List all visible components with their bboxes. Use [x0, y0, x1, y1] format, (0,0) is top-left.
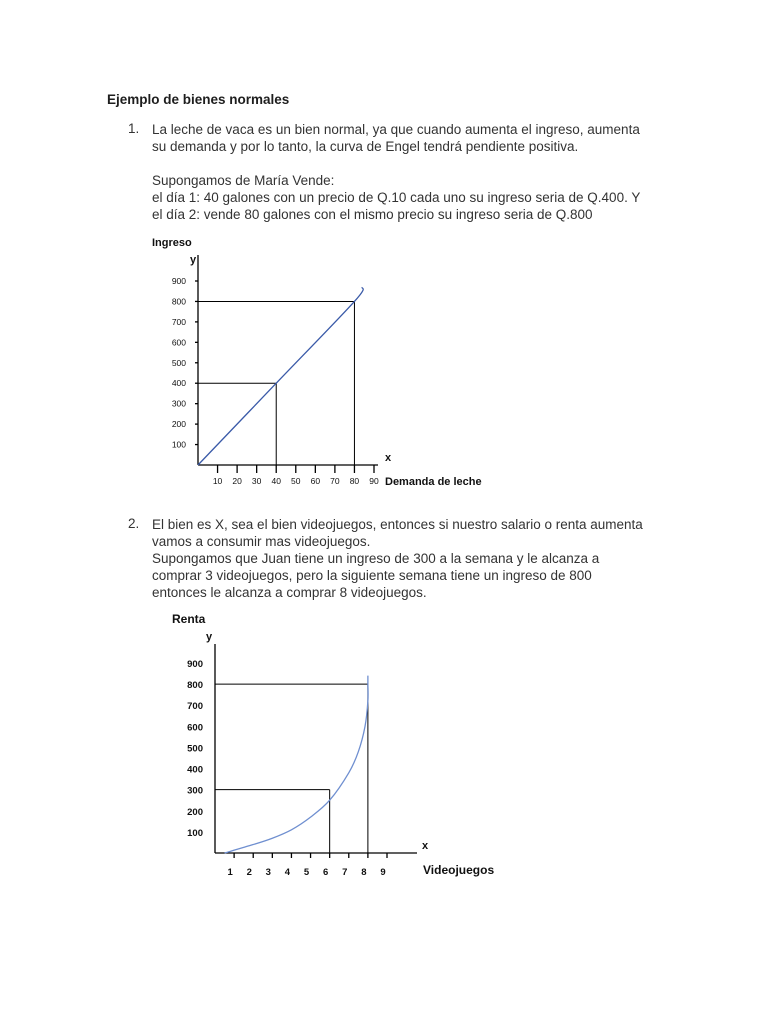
x-tick-label: 70	[330, 476, 340, 486]
paragraph-line: Supongamos de María Vende:	[152, 173, 335, 188]
paragraph-line: vamos a consumir mas videojuegos.	[152, 534, 371, 549]
x-axis-label: Demanda de leche	[385, 476, 482, 488]
paragraph-line: su demanda y por lo tanto, la curva de Engel tendrá pendiente positiva.	[152, 139, 579, 154]
x-tick-label: 7	[342, 867, 348, 878]
y-tick-label: 700	[187, 701, 203, 713]
x-tick-label: 1	[227, 867, 233, 878]
x-tick-label: 4	[284, 867, 291, 878]
x-axis-label: Videojuegos	[423, 863, 495, 877]
y-tick-label: 500	[187, 743, 203, 755]
y-axis-letter: y	[190, 254, 197, 266]
y-tick-label: 300	[187, 785, 203, 797]
y-tick-label: 100	[187, 827, 203, 839]
y-tick-label: 600	[171, 337, 186, 348]
y-tick-label: 200	[187, 806, 203, 818]
y-axis-label: Renta	[172, 612, 206, 626]
x-tick-label: 60	[310, 476, 321, 486]
y-tick-label: 600	[187, 722, 203, 734]
y-tick-label: 400	[171, 378, 186, 389]
x-tick-label: 5	[303, 867, 310, 878]
x-tick-label: 8	[361, 867, 367, 878]
y-tick-label: 100	[171, 439, 186, 450]
x-tick-label: 3	[265, 867, 271, 878]
list-number-1: 1.	[128, 121, 140, 136]
y-tick-label: 300	[171, 398, 186, 409]
y-tick-label: 200	[171, 419, 186, 430]
paragraph-line: Supongamos que Juan tiene un ingreso de 300 a la semana y le alcanza a	[152, 551, 600, 566]
paragraph-line: comprar 3 videojuegos, pero la siguiente semana tiene un ingreso de 800	[152, 568, 592, 583]
x-tick-label: 50	[291, 476, 301, 486]
y-tick-label: 700	[171, 316, 186, 327]
x-tick-label: 20	[232, 476, 242, 486]
x-axis-letter: x	[422, 840, 429, 852]
x-tick-label: 40	[271, 476, 281, 486]
paragraph-line: El bien es X, sea el bien videojuegos, entonces si nuestro salario o renta aumenta	[152, 517, 643, 532]
x-tick-label: 9	[380, 867, 386, 878]
y-tick-label: 800	[187, 680, 203, 692]
y-tick-label: 800	[171, 296, 186, 307]
engel-curve-line	[225, 676, 369, 853]
page-heading: Ejemplo de bienes normales	[107, 92, 290, 107]
list-number-2: 2.	[128, 516, 140, 531]
paragraph-line: La leche de vaca es un bien normal, ya que cuando aumenta el ingreso, aumenta	[152, 122, 640, 137]
x-tick-label: 6	[323, 867, 329, 878]
x-tick-label: 30	[251, 476, 262, 486]
y-tick-label: 900	[171, 276, 186, 286]
paragraph-line: el día 1: 40 galones con un precio de Q.10 cada uno su ingreso seria de Q.400. Y	[152, 190, 641, 205]
paragraph-line: entonces le alcanza a comprar 8 videojuegos.	[152, 585, 427, 600]
y-tick-label: 500	[171, 357, 186, 368]
y-tick-label: 400	[187, 764, 203, 776]
x-axis-letter: x	[385, 452, 392, 464]
x-tick-label: 90	[369, 476, 379, 486]
y-axis-label: Ingreso	[152, 237, 192, 249]
x-tick-label: 10	[212, 476, 223, 486]
y-tick-label: 900	[187, 659, 203, 670]
y-axis-letter: y	[206, 631, 213, 643]
x-tick-label: 2	[246, 867, 252, 878]
x-tick-label: 80	[349, 476, 360, 486]
paragraph-line: el día 2: vende 80 galones con el mismo precio su ingreso seria de Q.800	[152, 207, 593, 222]
